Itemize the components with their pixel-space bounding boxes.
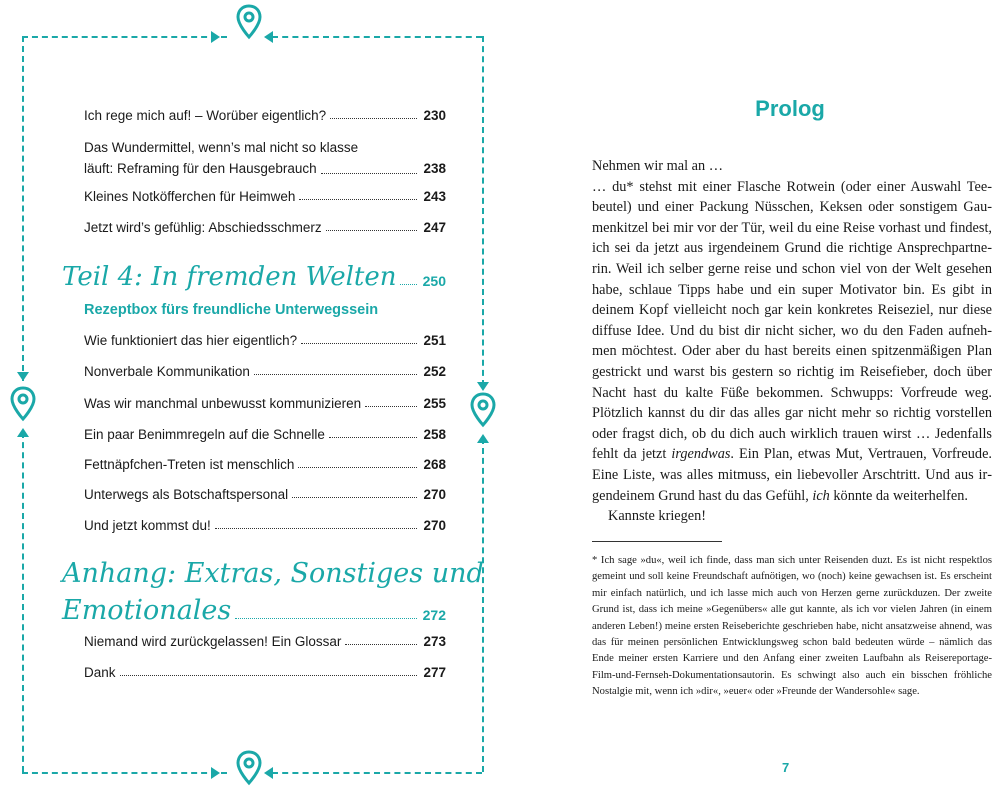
toc-entry bbox=[84, 427, 446, 442]
prolog-body bbox=[592, 156, 992, 527]
part-page: 250 bbox=[422, 273, 446, 289]
toc-entry-title: Kleines Notköfferchen für Heimweh bbox=[84, 189, 296, 204]
appendix-title-line2: Emotionales bbox=[62, 595, 232, 626]
toc-entry bbox=[84, 487, 446, 502]
page-number: 7 bbox=[782, 760, 790, 775]
map-pin-icon bbox=[10, 386, 36, 422]
toc-part-heading bbox=[62, 595, 446, 626]
frame-line-left-top bbox=[22, 36, 24, 381]
frame-line-left-bottom bbox=[22, 432, 24, 772]
toc-entry-page: 252 bbox=[423, 364, 446, 379]
toc-entry bbox=[84, 333, 446, 348]
toc-entry-page: 273 bbox=[423, 634, 446, 649]
toc-entry-page: 255 bbox=[423, 396, 446, 411]
right-page bbox=[520, 0, 1000, 800]
footnote: * Ich sage »du«, weil ich finde, dass man sich unter Reisenden duzt. Es ist nicht respektlos gemeint und soll keine Freundschaft aufnötigen, wo (noch) keine gewachsen ist. Es erscheint mir einfach natürlich, und ich lasse mich auch von Herzen gerne zurückduzen. Der zweite Grund ist, dass ich meine »Gegenübers« alle gut kannte, als ich vor vielen Jahren (in einem anderen Leben!) meine ersten Reiseberichte geschrieben habe, nicht ansatzweise ahnend, was das für meinen persönlichen Entwicklungsweg schon bald bedeuten würde – nämlich das Ende meiner ersten Karriere und den Anfang einer zweiten Laufbahn als Reisereportage-Film-und-Fernseh-Dokumentationsautorin. Es schwingt also auch ein bisschen fröhliche Nostalgie mit, wenn ich »dir«, »euer« oder »Freunde der Wandersohle« sage. bbox=[592, 555, 992, 698]
toc-subheading: Rezeptbox fürs freundliche Unterwegssein bbox=[84, 302, 379, 318]
appendix-title-line1: Anhang: Extras, Sonstiges und bbox=[62, 558, 484, 589]
toc-entry-title: Fettnäpfchen-Treten ist menschlich bbox=[84, 457, 295, 472]
arrow-icon bbox=[477, 434, 489, 443]
toc-entry-page: 258 bbox=[423, 427, 446, 442]
toc-entry bbox=[84, 634, 446, 649]
table-of-contents-part4 bbox=[62, 0, 484, 800]
arrow-icon bbox=[17, 428, 29, 437]
emphasis: ich bbox=[812, 487, 830, 504]
map-pin-icon bbox=[470, 392, 496, 428]
footnote-rule bbox=[592, 541, 722, 542]
toc-entry-title: Ich rege mich auf! – Worüber eigentlich? bbox=[84, 108, 327, 123]
toc-entry-title: Wie funktioniert das hier eigentlich? bbox=[84, 333, 298, 348]
paragraph: Nehmen wir mal an … bbox=[592, 158, 724, 174]
arrow-icon bbox=[17, 372, 29, 381]
frame-line-right-bottom bbox=[482, 438, 484, 772]
toc-entry-page: 268 bbox=[423, 457, 446, 472]
frame-line-right-top bbox=[482, 36, 484, 386]
toc-entry-title: Ein paar Benimmregeln auf die Schnelle bbox=[84, 427, 325, 442]
toc-entry-title-line2: läuft: Reframing für den Hausgebrauch bbox=[84, 161, 317, 176]
toc-entry-page: 238 bbox=[423, 161, 446, 176]
toc-entry bbox=[84, 665, 446, 680]
appendix-page: 272 bbox=[422, 607, 446, 623]
toc-entry bbox=[84, 518, 446, 533]
text-run: könnte da weiterhelfen. bbox=[829, 487, 968, 504]
text-run: . Ein Plan, etwas Mut, Vertrauen, Vorfreude. Eine Liste, was alles mitmuss, ein liebevoller Arschtritt. Und aus irgendeinem Grund hast du das Gefühl, bbox=[592, 446, 992, 504]
chapter-title: Prolog bbox=[755, 96, 825, 121]
arrow-icon bbox=[477, 382, 489, 391]
toc-entry-page: 270 bbox=[423, 518, 446, 533]
toc-entry-title: Was wir manchmal unbewusst kommunizieren bbox=[84, 396, 362, 411]
toc-entry-title: Und jetzt kommst du! bbox=[84, 518, 211, 533]
toc-entry bbox=[84, 364, 446, 379]
toc-entry-title: Dank bbox=[84, 665, 116, 680]
toc-entry-title: Nonverbale Kommunikation bbox=[84, 364, 250, 379]
toc-entry-title: Jetzt wird’s gefühlig: Abschiedsschmerz bbox=[84, 220, 322, 235]
toc-entry bbox=[84, 457, 446, 472]
part-title: Teil 4: In fremden Welten bbox=[62, 262, 397, 292]
toc-entry-page: 230 bbox=[423, 108, 446, 123]
toc-entry-title-line1: Das Wundermittel, wenn’s mal nicht so klasse bbox=[84, 140, 359, 155]
paragraph bbox=[592, 177, 992, 507]
toc-entry-page: 277 bbox=[423, 665, 446, 680]
text-run: … du* stehst mit einer Flasche Rotwein (oder einer Auswahl Teebeutel) und einer Packung Nüsschen, Keksen oder sonstigem Gaumenkitzel bei mir vor der Tür, weil du eine Reise vorhast und findest, ich sei da jetzt aus irgendeinem Grund die richtige Ansprechpartnerin. Weil ich selber gerne reise und schon viel von der Welt gesehen habe, schlaue Tipps habe und ein super Motivator bin. Es gibt in deinem Kopf vielleicht noch gar kein konkretes Reiseziel, nur diese diffuse Idee. Und du bist dir nicht sicher, wo du den Faden aufnehmen möchtest. Oder aber du hast bereits einen spitzenmäßigen Plan gestrickt und warst bis gestern so richtig im Reisefieber, doch über Nacht hast du kalte Füße bekommen. Schwupps: Vorfreude weg. Plötzlich kannst du dir das alles gar nicht mehr so richtig vorstellen oder fragst dich, ob du dich auch wirklich trauen wirst … Jedenfalls fehlt da jetzt bbox=[592, 178, 992, 463]
toc-entry-page: 251 bbox=[423, 333, 446, 348]
toc-entry-page: 243 bbox=[423, 189, 446, 204]
toc-entry-title: Niemand wird zurückgelassen! Ein Glossar bbox=[84, 634, 342, 649]
toc-entry-title: Unterwegs als Botschaftspersonal bbox=[84, 487, 289, 502]
emphasis: irgendwas bbox=[671, 446, 731, 463]
paragraph: Kannste kriegen! bbox=[608, 508, 707, 525]
toc-entry-page: 270 bbox=[423, 487, 446, 502]
toc-entry-page: 247 bbox=[423, 220, 446, 235]
toc-entry bbox=[84, 396, 446, 411]
